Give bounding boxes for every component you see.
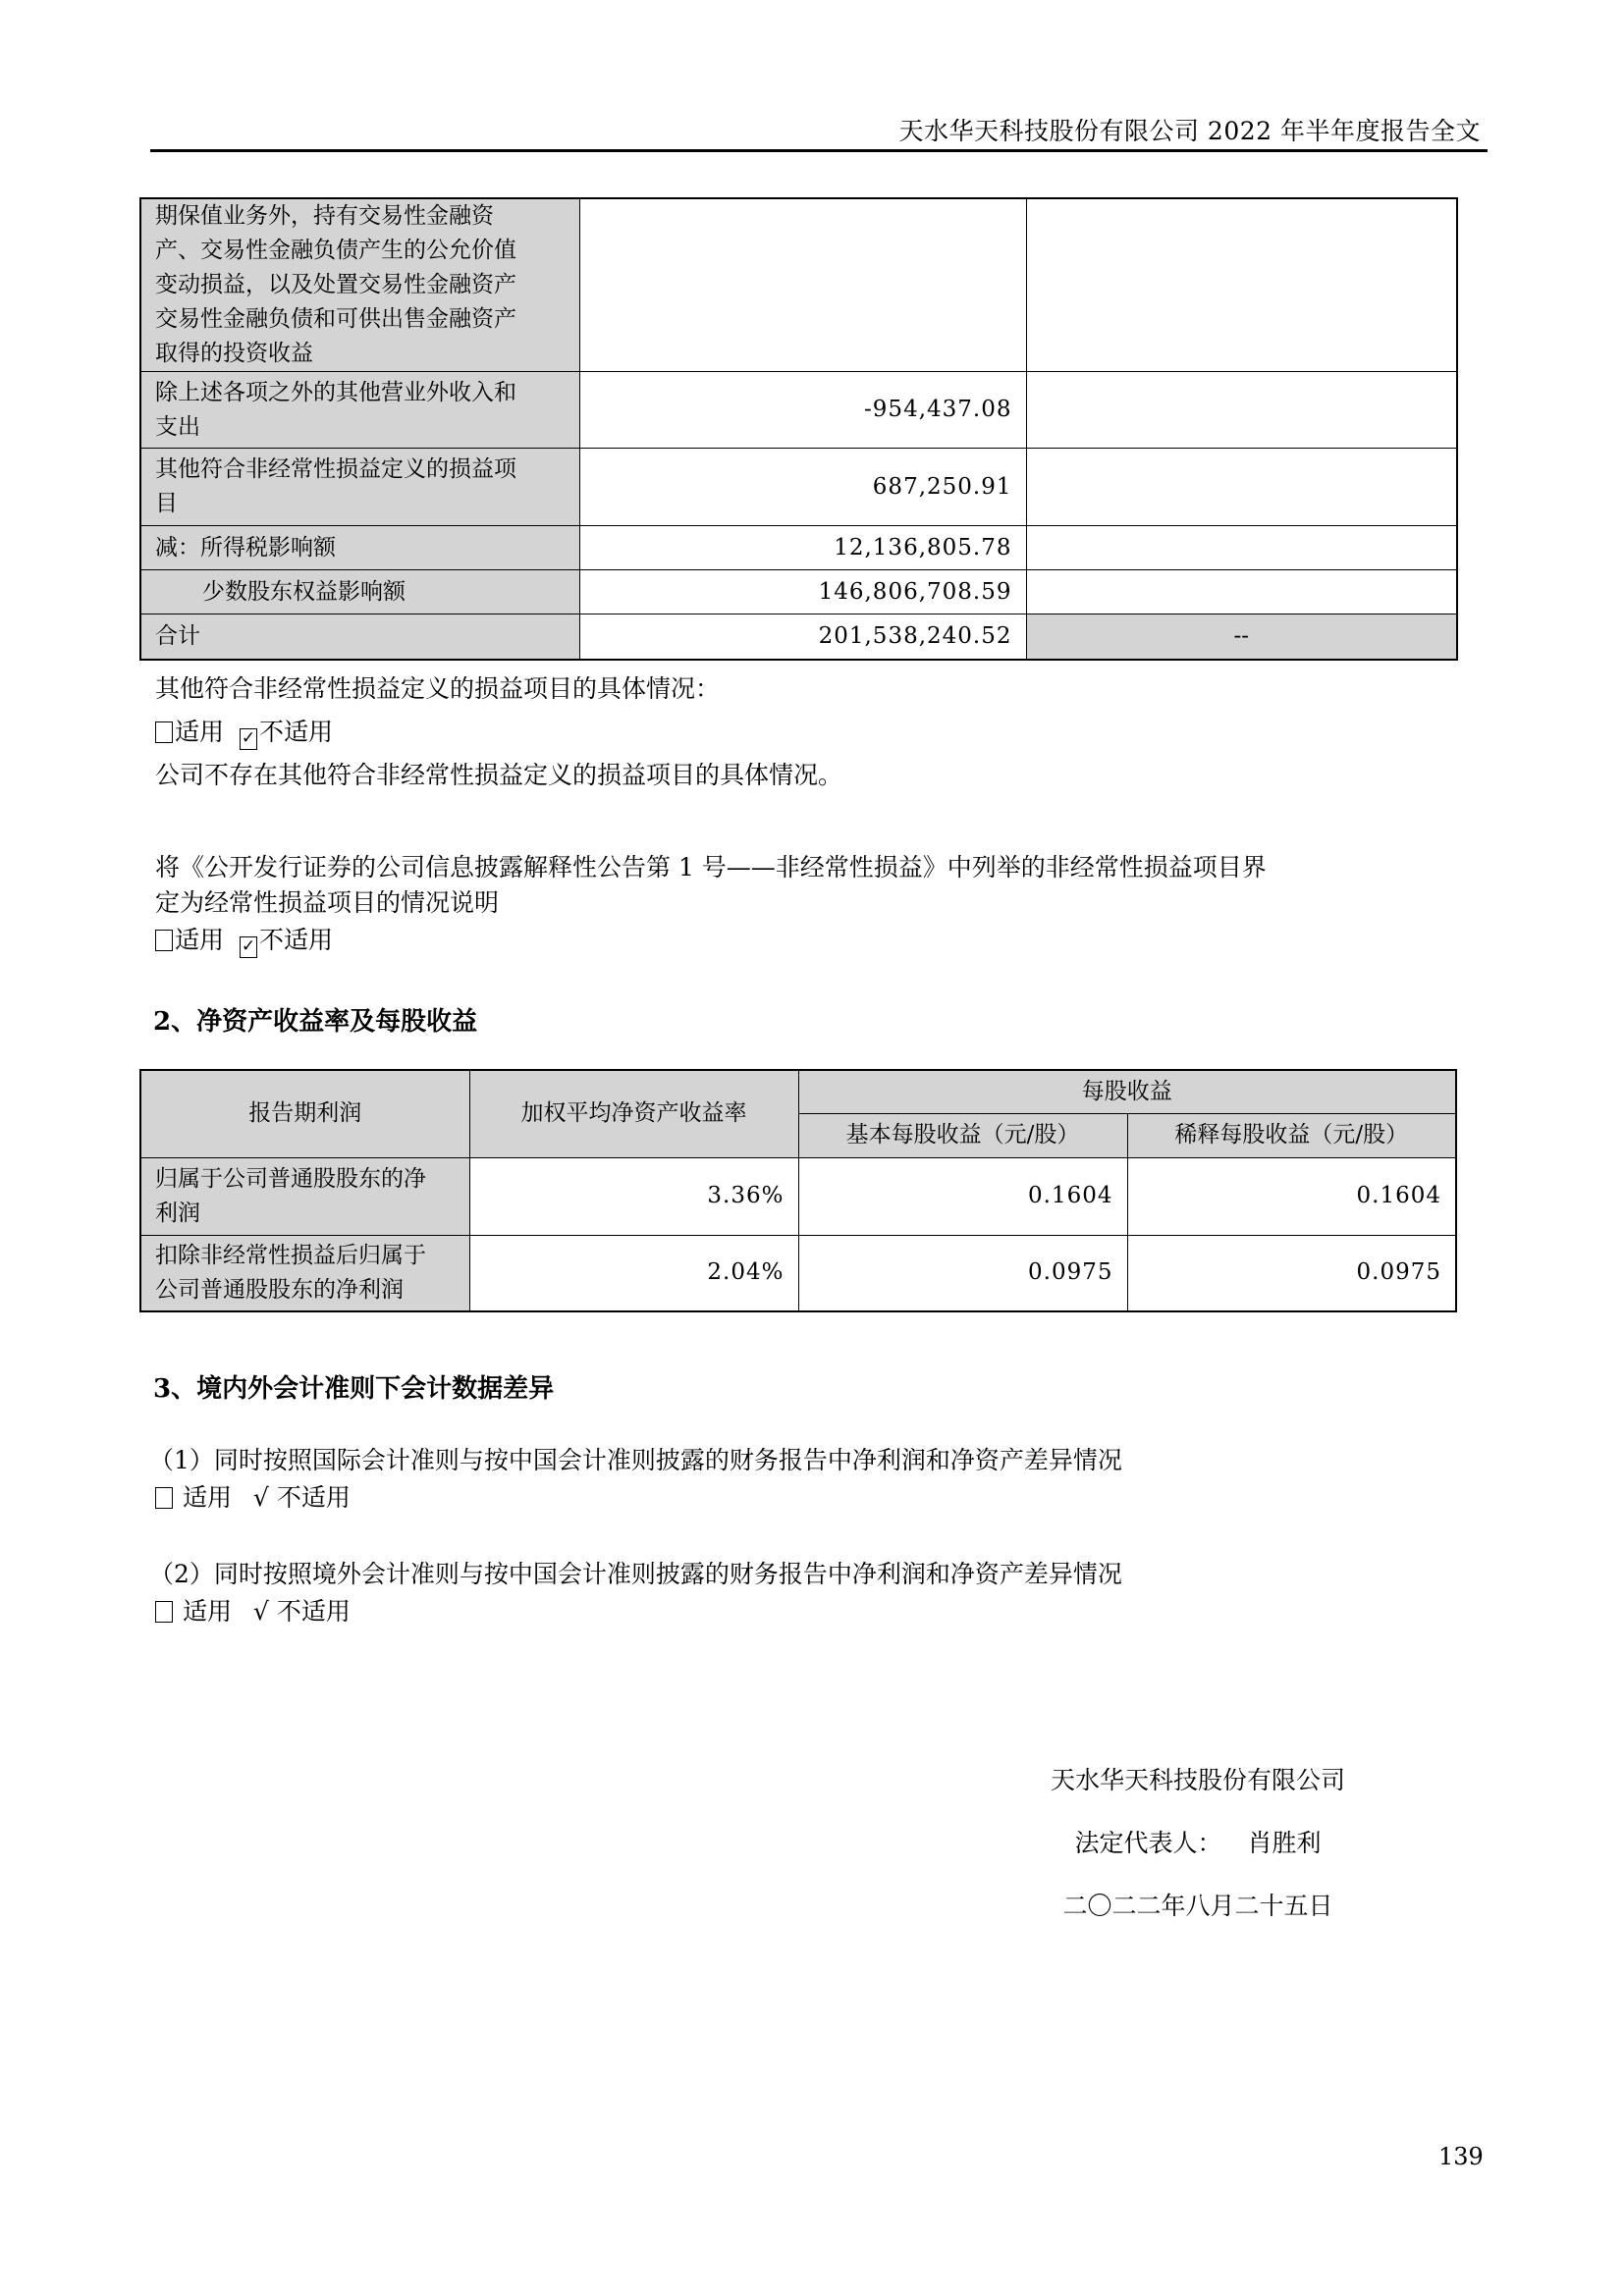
label-line [155,575,566,610]
diluted-eps-cell: 0.1604 [1127,1157,1456,1235]
option-not-applicable-label: 不适用 [258,926,333,954]
label-line: 取得的投资收益 [155,341,313,366]
label-text: 少数股东权益影响额 [202,578,406,605]
legal-rep-name: 肖胜利 [1247,1829,1322,1857]
other-items-title: 其他符合非经常性损益定义的损益项目的具体情况： [155,674,721,703]
section3-item1-options [155,1480,351,1516]
section2-heading: 2、净资产收益率及每股收益 [153,1007,478,1037]
table-row [140,198,1457,372]
signature-date: 二〇二二年八月二十五日 [1062,1892,1333,1920]
table-header-row [140,1070,1456,1113]
option-applicable-label: 适用 [175,718,225,746]
option-applicable-label: 适用 [182,1483,232,1512]
option-not-applicable-label: 不适用 [276,1483,351,1512]
label-line: 扣除非经常性损益后归属于 [155,1242,426,1268]
note-cell [1026,449,1457,526]
label-line: 变动损益，以及处置交易性金融资产 [155,272,516,297]
note-cell [1026,372,1457,449]
row-label [140,570,579,614]
checkbox-checked-icon[interactable]: ✓ [241,728,256,748]
non-recurring-gains-table [139,197,1458,661]
checkbox-unchecked-icon[interactable] [155,1601,173,1623]
table-row [140,570,1457,614]
row-label [140,1235,469,1311]
table-row [140,372,1457,449]
amount-cell: 201,538,240.52 [579,614,1026,660]
check-mark-icon: √ [252,1597,269,1626]
row-label [140,614,579,660]
section3-heading: 3、境内外会计准则下会计数据差异 [153,1374,555,1404]
roe-eps-table [139,1069,1457,1312]
checkbox-unchecked-icon[interactable] [155,1487,173,1509]
option-applicable-label: 适用 [175,926,225,954]
amount-cell: 687,250.91 [579,449,1026,526]
other-items-statement: 公司不存在其他符合非经常性损益定义的损益项目的具体情况。 [155,761,843,789]
table-row [140,449,1457,526]
page-number: 139 [1438,2143,1484,2170]
roe-cell: 3.36% [469,1157,798,1235]
label-line: 减：所得税影响额 [155,534,336,561]
section3-item2-options [155,1594,351,1629]
col-header-period-profit: 报告期利润 [140,1070,469,1157]
checkbox-unchecked-icon[interactable] [155,721,173,743]
signature-company: 天水华天科技股份有限公司 [1050,1766,1345,1794]
row-label [140,198,579,372]
label-line: 产、交易性金融负债产生的公允价值 [155,238,516,263]
section3-item2: （2）同时按照境外会计准则与按中国会计准则披露的财务报告中净利润和净资产差异情况 [149,1560,1122,1588]
table-row [140,1157,1456,1235]
label-line: 支出 [155,413,200,440]
col-header-diluted-eps: 稀释每股收益（元/股） [1127,1113,1456,1157]
roe-cell: 2.04% [469,1235,798,1311]
label-line: 归属于公司普通股股东的净 [155,1165,426,1192]
label-line: 除上述各项之外的其他营业外收入和 [155,379,516,405]
basic-eps-cell: 0.1604 [798,1157,1127,1235]
option-not-applicable-label: 不适用 [258,718,333,746]
row-label [140,449,579,526]
note-cell [1026,526,1457,570]
basic-eps-cell: 0.0975 [798,1235,1127,1311]
reclassification-line2: 定为经常性损益项目的情况说明 [155,888,500,917]
col-header-basic-eps: 基本每股收益（元/股） [798,1113,1127,1157]
note-cell [1026,570,1457,614]
table-row [140,1235,1456,1311]
amount-cell: 12,136,805.78 [579,526,1026,570]
label-line: 期保值业务外，持有交易性金融资 [155,203,494,229]
note-cell [1026,198,1457,372]
table-row [140,526,1457,570]
option-not-applicable-label: 不适用 [276,1597,351,1626]
col-header-roe: 加权平均净资产收益率 [469,1070,798,1157]
amount-cell [579,198,1026,372]
col-header-eps-group: 每股收益 [798,1070,1456,1113]
row-label [140,1157,469,1235]
check-mark-icon: √ [252,1483,269,1512]
row-label [140,372,579,449]
label-line: 公司普通股股东的净利润 [155,1276,404,1303]
other-items-options [155,715,333,750]
amount-cell: 146,806,708.59 [579,570,1026,614]
note-cell: -- [1026,614,1457,660]
checkbox-checked-icon[interactable]: ✓ [241,936,256,956]
label-line: 利润 [155,1200,200,1226]
header-rule [150,149,1488,152]
label-line: 其他符合非经常性损益定义的损益项 [155,456,516,482]
label-line: 目 [155,491,178,516]
table-row-total [140,614,1457,660]
label-line: 交易性金融负债和可供出售金融资产 [155,306,516,332]
reclassification-line1: 将《公开发行证券的公司信息披露解释性公告第 1 号——非经常性损益》中列举的非经常性损益项目界 [155,853,1267,881]
report-header-title: 天水华天科技股份有限公司 2022 年半年度报告全文 [898,117,1481,145]
signature-legal-rep [992,1824,1404,1859]
row-label [140,526,579,570]
option-applicable-label: 适用 [182,1597,232,1626]
section3-item1: （1）同时按照国际会计准则与按中国会计准则披露的财务报告中净利润和净资产差异情况 [149,1446,1122,1474]
checkbox-unchecked-icon[interactable] [155,930,173,951]
amount-cell: -954,437.08 [579,372,1026,449]
legal-rep-label: 法定代表人： [1074,1829,1222,1857]
reclassification-options [155,923,333,958]
diluted-eps-cell: 0.0975 [1127,1235,1456,1311]
label-line: 合计 [155,622,200,649]
